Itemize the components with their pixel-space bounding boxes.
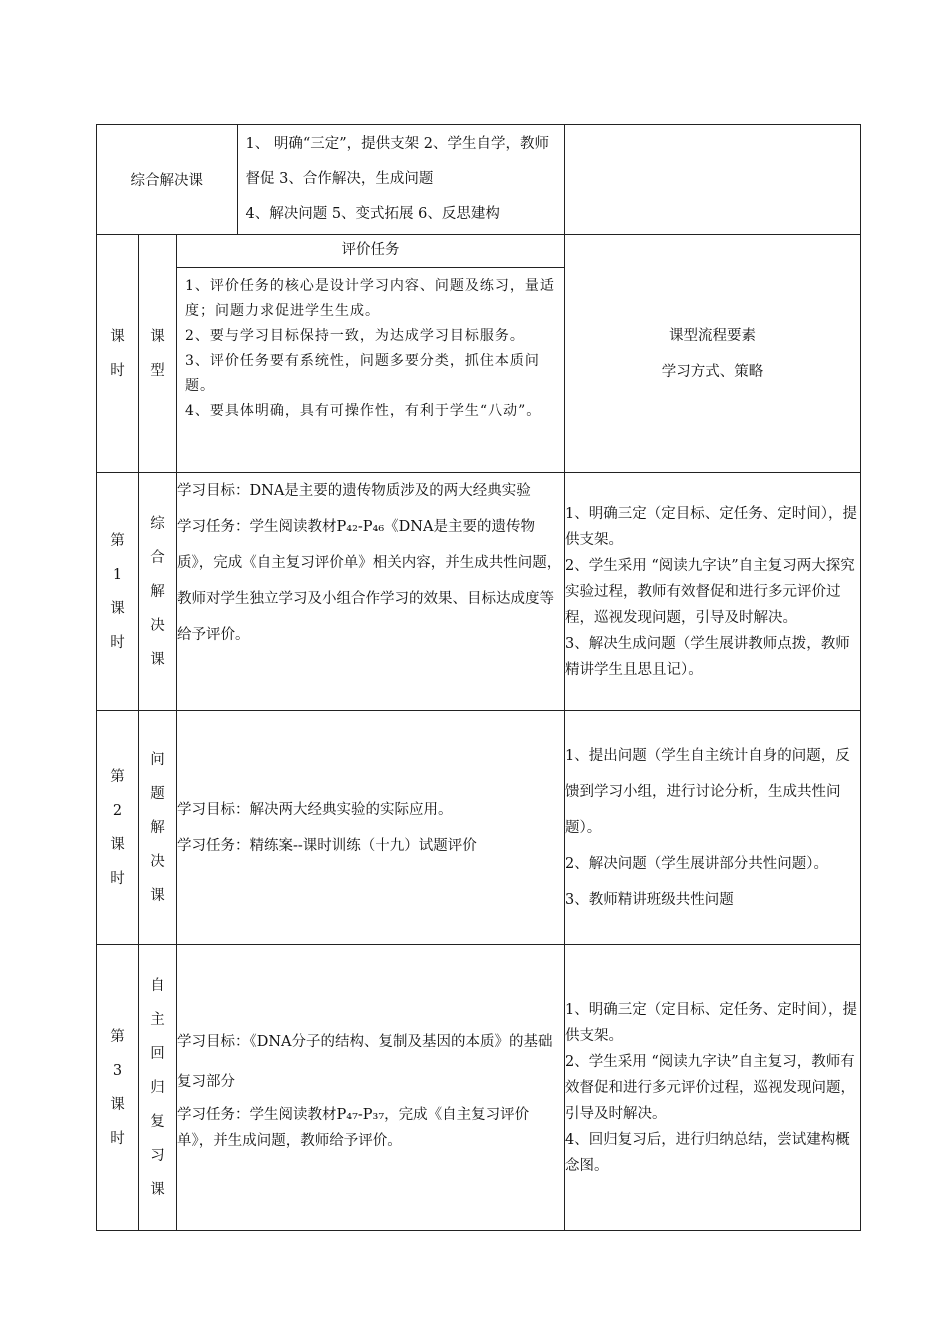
flow-step: 3、解决生成问题（学生展讲教师点拨，教师精讲学生且思且记）。 [565, 635, 850, 678]
lesson-content [177, 711, 565, 945]
course-type-label: 综合解决课 [97, 125, 237, 234]
period-header: 课 时 [97, 235, 139, 473]
period-cell: 第 2 课 时 [97, 711, 139, 945]
lesson-content [177, 945, 565, 1231]
lesson-row-3 [97, 945, 861, 1231]
eval-item: 2、要与学习目标保持一致，为达成学习目标服务。 [185, 328, 525, 344]
course-flow-line: 4、解决问题 5、变式拓展 6、反思建构 [245, 206, 500, 222]
type-cell: 自 主 回 归 复 习 课 [139, 945, 177, 1231]
eval-item: 4、要具体明确，具有可操作性，有利于学生“八动”。 [185, 403, 542, 419]
flow-step: 1、提出问题（学生自主统计自身的问题，反馈到学习小组，进行讨论分析，生成共性问题）。 [565, 747, 850, 836]
type-cell: 综 合 解 决 课 [139, 473, 177, 711]
eval-task-cell [177, 235, 565, 473]
flow-step: 2、学生采用 “阅读九字诀”自主复习，教师有效督促和进行多元评价过程，巡视发现问题，引导及时解决。 [565, 1053, 856, 1122]
flow-header [565, 235, 861, 473]
header-row [97, 235, 861, 473]
type-header: 课 型 [139, 235, 177, 473]
lesson-content [177, 473, 565, 711]
summary-row [97, 125, 861, 235]
lesson-plan-table [96, 124, 861, 1231]
flow-step: 4、回归复习后，进行归纳总结，尝试建构概念图。 [565, 1131, 850, 1174]
learning-task: 学习任务：学生阅读教材P₄₇-P₃₇，完成《自主复习评价单》，并生成问题，教师给予评价。 [177, 1106, 530, 1149]
flow-step: 1、明确三定（定目标、定任务、定时间），提供支架。 [565, 1001, 858, 1044]
flow-header-title: 课型流程要素 [669, 327, 757, 344]
type-cell: 问 题 解 决 课 [139, 711, 177, 945]
flow-header-sub: 学习方式、策略 [661, 363, 764, 380]
flow-step: 2、解决问题（学生展讲部分共性问题）。 [565, 855, 829, 872]
lesson-flow [565, 473, 861, 711]
learning-task: 学习任务：学生阅读教材P₄₂-P₄₆《DNA是主要的遗传物质》，完成《自主复习评价单》相关内容，并生成共性问题，教师对学生独立学习及小组合作学习的效果、目标达成度等给予评价。 [177, 519, 562, 643]
lesson-row-1 [97, 473, 861, 711]
lesson-row-2 [97, 711, 861, 945]
period-cell: 第 1 课 时 [97, 473, 139, 711]
course-flow-line: 1、 明确“三定”，提供支架 2、学生自学，教师督促 3、合作解决，生成问题 [245, 136, 549, 187]
eval-task-title: 评价任务 [177, 235, 564, 268]
flow-step: 1、明确三定（定目标、定任务、定时间），提供支架。 [565, 505, 858, 548]
eval-task-list [177, 268, 564, 428]
lesson-flow [565, 945, 861, 1231]
eval-item: 3、评价任务要有系统性，问题多要分类，抓住本质问题。 [185, 353, 540, 394]
period-cell: 第 3 课 时 [97, 945, 139, 1231]
learning-goal: 学习目标：DNA是主要的遗传物质涉及的两大经典实验 [177, 483, 531, 499]
eval-item: 1、评价任务的核心是设计学习内容、问题及练习，量适度；问题力求促进学生生成。 [185, 278, 555, 319]
lesson-flow [565, 711, 861, 945]
learning-goal: 学习目标：解决两大经典实验的实际应用。 [177, 801, 453, 818]
learning-task: 学习任务：精练案--课时训练（十九）试题评价 [177, 837, 477, 854]
course-flow [237, 125, 564, 234]
flow-step: 3、教师精讲班级共性问题 [565, 891, 734, 908]
learning-goal: 学习目标：《DNA分子的结构、复制及基因的本质》的基础复习部分 [177, 1033, 553, 1090]
flow-step: 2、学生采用 “阅读九字诀”自主复习两大探究实验过程，教师有效督促和进行多元评价过程，巡视发现问题，引导及时解决。 [565, 557, 855, 626]
